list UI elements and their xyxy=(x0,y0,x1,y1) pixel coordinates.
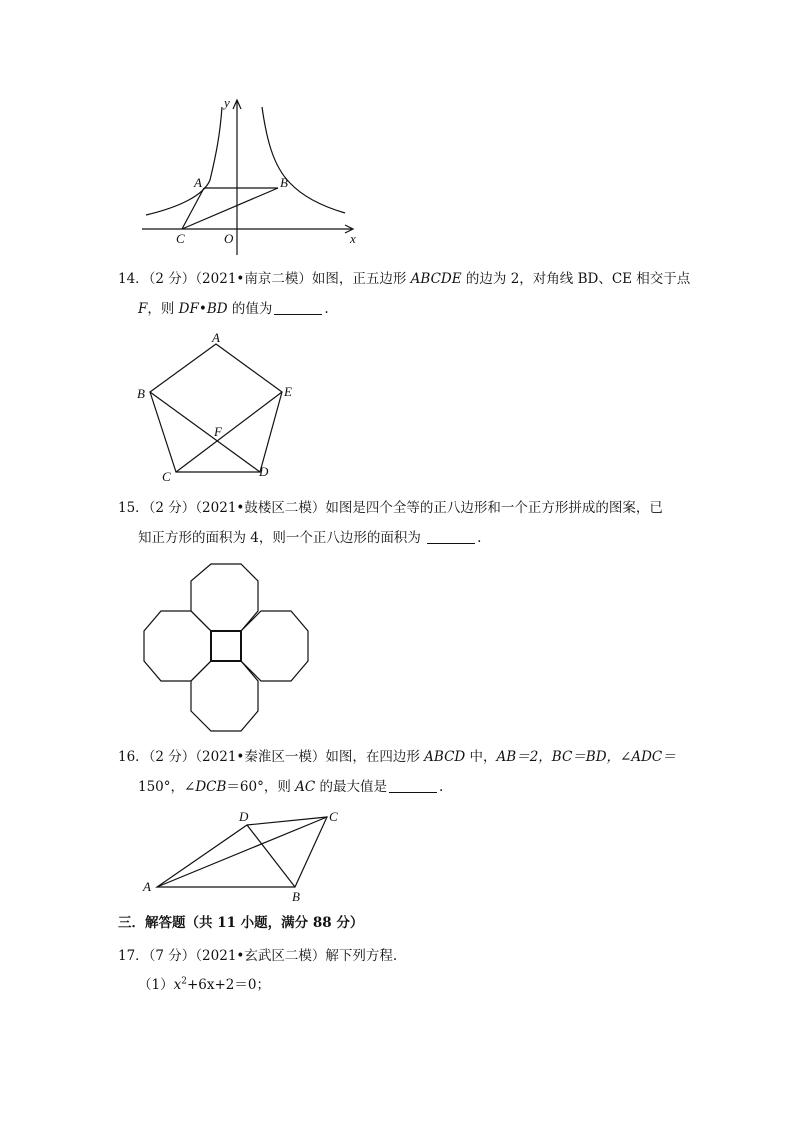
q15-period: . xyxy=(477,530,482,546)
diagonal-ce xyxy=(176,392,282,472)
q16-conditions: AB＝2，BC＝BD，∠ADC＝ xyxy=(496,749,676,765)
q14-line1 xyxy=(118,264,690,294)
q16-angle-name: DCB xyxy=(195,779,227,795)
q14-answer-blank xyxy=(274,300,322,315)
label-x: x xyxy=(350,231,356,246)
octagon-right xyxy=(241,611,308,681)
label-b: B xyxy=(292,889,300,904)
diagonal-bd xyxy=(150,392,260,472)
q15-line1 xyxy=(118,493,663,523)
q16-segment-ac: AC xyxy=(295,779,316,795)
q17-sub1-label: （1） xyxy=(138,977,174,993)
q14-pentagon-figure xyxy=(130,330,305,485)
q15-answer-blank xyxy=(427,529,475,544)
q14-prefix: 14．（2 分）（2021•南京二模）如图，正五边形 xyxy=(118,271,411,287)
label-b: B xyxy=(137,386,145,401)
pentagon-abcde xyxy=(150,344,282,472)
q16-angle-value: ＝60°，则 xyxy=(226,779,296,795)
q17-line1 xyxy=(118,941,397,971)
label-f: F xyxy=(214,424,222,439)
q14-line2 xyxy=(138,294,329,324)
left-hyperbola-branch xyxy=(146,107,222,215)
octagon-left xyxy=(144,611,211,681)
diagonal-ac xyxy=(157,817,327,887)
q16-period: . xyxy=(439,779,444,795)
q16-answer-blank xyxy=(389,778,437,793)
q17-equation-rest: +6x+2＝0； xyxy=(186,977,270,993)
q16-mid: 中， xyxy=(465,749,497,765)
segment-ac xyxy=(182,188,204,229)
right-hyperbola-branch xyxy=(262,107,345,213)
label-a: A xyxy=(143,879,151,894)
q14-suffix: 的边为 2，对角线 BD、CE 相交于点 xyxy=(461,271,691,287)
q13-hyperbola-figure xyxy=(140,95,370,255)
q17-text: 17．（7 分）（2021•玄武区二模）解下列方程. xyxy=(118,948,398,964)
label-c: C xyxy=(176,231,185,246)
label-a: A xyxy=(212,330,220,345)
central-square xyxy=(211,631,241,661)
q17-exponent: 2 xyxy=(181,976,187,987)
label-c: C xyxy=(329,809,338,824)
label-o: O xyxy=(224,231,234,246)
diagonal-bd xyxy=(247,825,295,887)
q15-text: 15．（2 分）（2021•鼓楼区二模）如图是四个全等的正八边形和一个正方形拼成的图案，已 xyxy=(118,500,663,516)
q16-line1 xyxy=(118,742,676,772)
label-d: D xyxy=(259,464,269,479)
q16-angle-text: 150°，∠ xyxy=(138,779,196,795)
q14-period: . xyxy=(324,301,329,317)
label-y: y xyxy=(224,95,230,110)
segment-cb xyxy=(182,188,278,229)
q16-line2 xyxy=(138,772,443,802)
q15-line2 xyxy=(138,523,481,553)
q14-value-text: 的值为 xyxy=(227,301,273,317)
section-heading: 三．解答题（共 11 小题，满分 88 分） xyxy=(118,915,364,931)
label-e: E xyxy=(284,384,292,399)
q15-octagons-figure xyxy=(140,560,312,735)
label-b: B xyxy=(280,175,288,190)
label-a: A xyxy=(194,175,202,190)
q15-question: 知正方形的面积为 4，则一个正八边形的面积为 xyxy=(138,530,426,546)
q16-prefix: 16．（2 分）（2021•秦淮区一模）如图，在四边形 xyxy=(118,749,425,765)
q17-var-x: x xyxy=(173,977,182,993)
q14-mid: ，则 xyxy=(147,301,179,317)
q17-sub1 xyxy=(138,973,270,993)
label-c: C xyxy=(162,469,171,484)
q16-quadrilateral-figure xyxy=(135,805,350,905)
label-d: D xyxy=(239,809,249,824)
q14-point-f: F xyxy=(138,301,148,317)
q14-expression: DF•BD xyxy=(178,301,228,317)
q16-quad-name: ABCD xyxy=(424,749,466,765)
q14-pentagon-name: ABCDE xyxy=(410,271,462,287)
q16-max-text: 的最大值是 xyxy=(315,779,388,795)
